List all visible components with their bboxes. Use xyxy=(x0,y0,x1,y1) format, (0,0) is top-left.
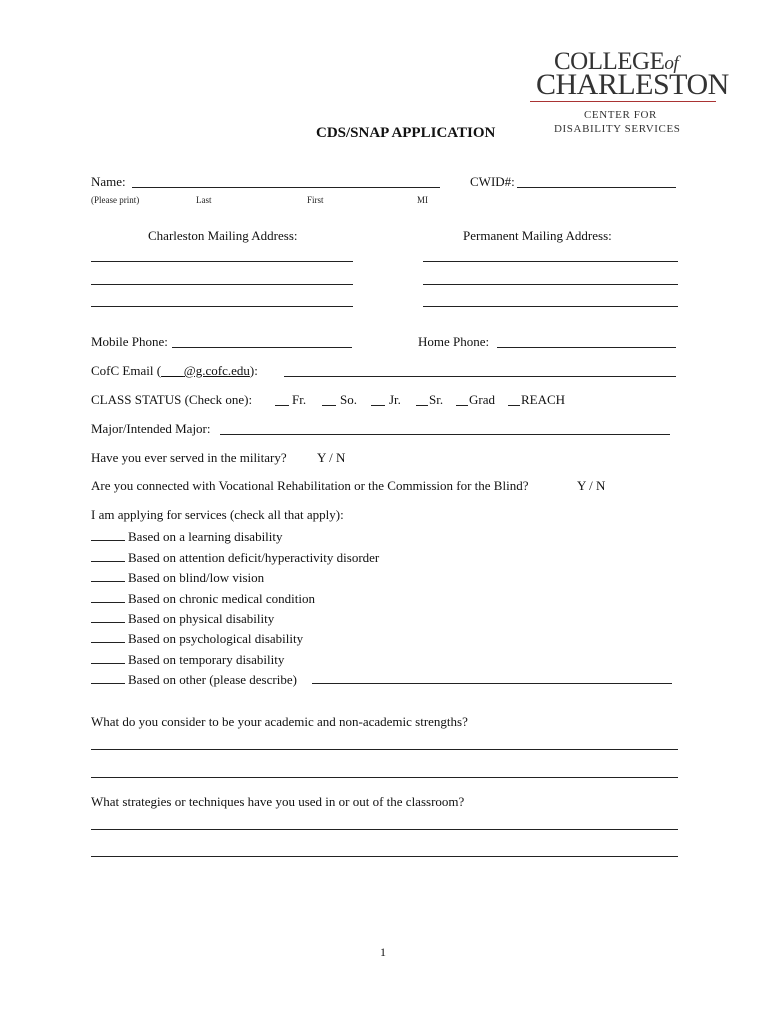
class-grad-label: Grad xyxy=(469,392,495,407)
logo-of-text: of xyxy=(664,53,679,74)
class-so-label: So. xyxy=(340,392,357,407)
email-label xyxy=(91,363,258,379)
permanent-address-line-2[interactable] xyxy=(423,284,678,285)
logo-charleston-text: CHARLESTON xyxy=(536,68,729,101)
strengths-line-2[interactable] xyxy=(91,777,678,778)
service-checkbox-vision[interactable] xyxy=(91,581,125,582)
class-so-checkbox[interactable] xyxy=(322,405,336,406)
service-label-learning: Based on a learning disability xyxy=(128,529,283,544)
strategies-question: What strategies or techniques have you used in or out of the classroom? xyxy=(91,794,465,809)
service-label-adhd: Based on attention deficit/hyperactivity disorder xyxy=(128,550,380,565)
service-label-physical: Based on physical disability xyxy=(128,611,275,626)
logo-center-for-text: CENTER FOR xyxy=(584,109,657,121)
first-name-hint: First xyxy=(307,195,324,205)
page-number: 1 xyxy=(380,945,386,959)
strategies-line-1[interactable] xyxy=(91,829,678,830)
class-reach-label: REACH xyxy=(521,392,566,407)
service-checkbox-learning[interactable] xyxy=(91,540,125,541)
logo-divider xyxy=(530,101,716,102)
major-label: Major/Intended Major: xyxy=(91,421,211,436)
service-label-other: Based on other (please describe) xyxy=(128,672,297,687)
strengths-question: What do you consider to be your academic and non-academic strengths? xyxy=(91,714,468,729)
vocational-answer[interactable]: Y / N xyxy=(577,478,606,493)
mobile-phone-field[interactable] xyxy=(172,347,352,348)
service-checkbox-chronic[interactable] xyxy=(91,602,125,603)
charleston-address-line-1[interactable] xyxy=(91,261,353,262)
military-answer[interactable]: Y / N xyxy=(317,450,346,465)
class-reach-checkbox[interactable] xyxy=(508,405,520,406)
email-label-prefix: CofC Email ( xyxy=(91,363,162,378)
home-phone-label: Home Phone: xyxy=(418,334,490,349)
strengths-line-1[interactable] xyxy=(91,749,678,750)
services-heading: I am applying for services (check all that apply): xyxy=(91,507,344,522)
strategies-line-2[interactable] xyxy=(91,856,678,857)
middle-initial-hint: MI xyxy=(417,195,428,205)
service-label-temporary: Based on temporary disability xyxy=(128,652,285,667)
class-fr-label: Fr. xyxy=(292,392,307,407)
class-status-label: CLASS STATUS (Check one): xyxy=(91,392,253,407)
service-checkbox-other[interactable] xyxy=(91,683,125,684)
last-name-hint: Last xyxy=(196,195,212,205)
permanent-address-line-3[interactable] xyxy=(423,306,678,307)
service-checkbox-temporary[interactable] xyxy=(91,663,125,664)
email-label-suffix: ): xyxy=(249,363,258,378)
class-grad-checkbox[interactable] xyxy=(456,405,468,406)
charleston-address-line-3[interactable] xyxy=(91,306,353,307)
service-label-vision: Based on blind/low vision xyxy=(128,570,265,585)
service-checkbox-adhd[interactable] xyxy=(91,561,125,562)
service-checkbox-psychological[interactable] xyxy=(91,642,125,643)
home-phone-field[interactable] xyxy=(497,347,676,348)
logo-college-text: COLLEGEof xyxy=(554,48,679,75)
class-jr-checkbox[interactable] xyxy=(371,405,385,406)
logo-disability-services-text: DISABILITY SERVICES xyxy=(554,123,681,135)
permanent-address-label: Permanent Mailing Address: xyxy=(463,228,612,243)
vocational-question: Are you connected with Vocational Rehabilitation or the Commission for the Blind? xyxy=(91,478,529,493)
mobile-phone-label: Mobile Phone: xyxy=(91,334,168,349)
service-checkbox-physical[interactable] xyxy=(91,622,125,623)
email-domain: @g.cofc.edu xyxy=(183,363,250,378)
permanent-address-line-1[interactable] xyxy=(423,261,678,262)
class-sr-checkbox[interactable] xyxy=(416,405,428,406)
class-jr-label: Jr. xyxy=(389,392,401,407)
cwid-field[interactable] xyxy=(517,187,676,188)
class-fr-checkbox[interactable] xyxy=(275,405,289,406)
service-label-psychological: Based on psychological disability xyxy=(128,631,304,646)
email-field[interactable] xyxy=(284,376,676,377)
service-other-description-field[interactable] xyxy=(312,683,672,684)
charleston-address-label: Charleston Mailing Address: xyxy=(148,228,298,243)
name-field[interactable] xyxy=(132,187,440,188)
major-field[interactable] xyxy=(220,434,670,435)
name-label: Name: xyxy=(91,174,126,189)
cwid-label: CWID#: xyxy=(470,174,515,189)
email-username-field[interactable] xyxy=(161,363,250,378)
page-title: CDS/SNAP APPLICATION xyxy=(316,125,496,141)
service-label-chronic: Based on chronic medical condition xyxy=(128,591,316,606)
college-logo xyxy=(530,48,729,140)
class-sr-label: Sr. xyxy=(429,392,444,407)
military-question: Have you ever served in the military? xyxy=(91,450,287,465)
please-print-hint: (Please print) xyxy=(91,195,140,205)
charleston-address-line-2[interactable] xyxy=(91,284,353,285)
